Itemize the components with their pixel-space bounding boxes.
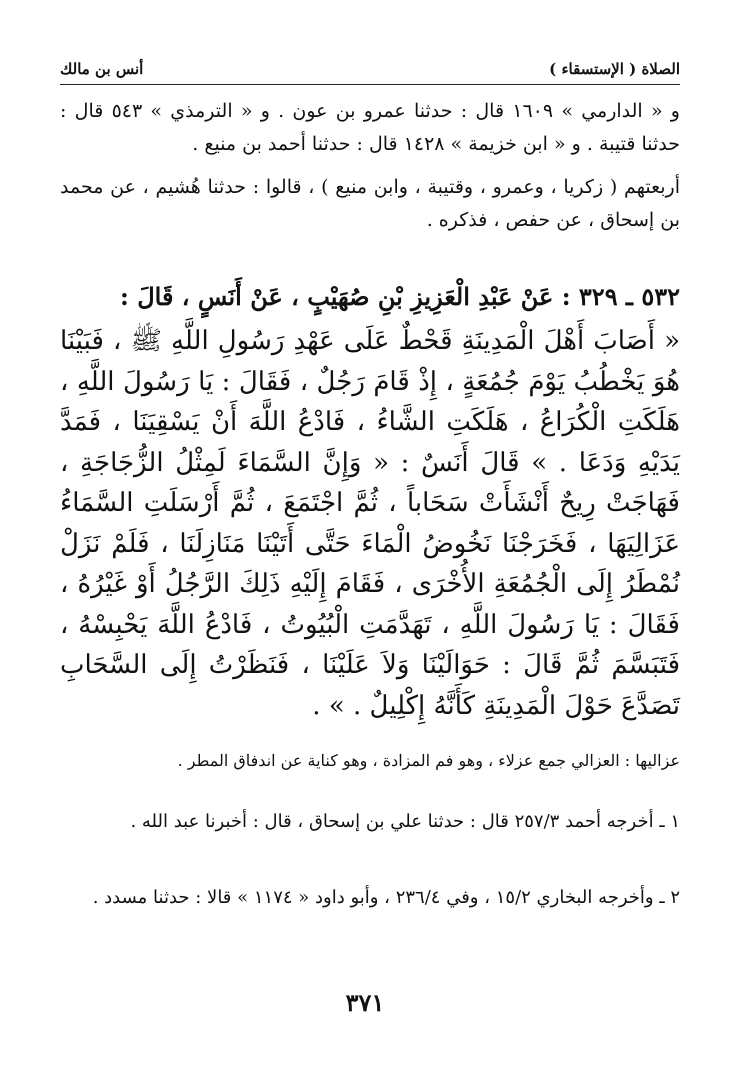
hadith-text: « أَصَابَ أَهْلَ الْمَدِينَةِ قَحْطٌ عَلَى عَهْدِ رَسُولِ اللَّهِ ﷺ ، فَبَيْنَا هُوَ يَخْطُبُ يَوْمَ جُمُعَةٍ ، إِذْ قَامَ رَجُلٌ ، فَقَالَ : يَا رَسُولَ اللَّهِ ، هَلَكَتِ الْكُرَاعُ ، هَلَكَتِ الشَّاءُ ، فَادْعُ اللَّهَ أَنْ يَسْقِيَنَا ، فَمَدَّ يَدَيْهِ وَدَعَا . » قَالَ أَنَسٌ : « وَإِنَّ السَّمَاءَ لَمِثْلُ الزُّجَاجَةِ ، فَهَاجَتْ رِيحٌ أَنْشَأَتْ سَحَاباً ، ثُمَّ اجْتَمَعَ ، ثُمَّ أَرْسَلَتِ السَّمَاءُ عَزَالِيَهَا ، فَخَرَجْنَا نَخُوضُ الْمَاءَ حَتَّى أَتَيْنَا مَنَازِلَنَا ، فَلَمْ نَزَلْ نُمْطَرُ إِلَى الْجُمُعَةِ الأُخْرَى ، فَقَامَ إِلَيْهِ ذَلِكَ الرَّجُلُ أَوْ غَيْرُهُ ، فَقَالَ : يَا رَسُولَ اللَّهِ ، تَهَدَّمَتِ الْبُيُوتُ ، فَادْعُ اللَّهَ يَحْبِسْهُ ، فَتَبَسَّمَ ثُمَّ قَالَ : حَوَالَيْنَا وَلاَ عَلَيْنَا ، فَنَظَرْتُ إِلَى السَّحَابِ تَصَدَّعَ حَوْلَ الْمَدِينَةِ كَأَنَّهُ إِكْلِيلٌ . » . [60, 326, 680, 721]
book-page [60, 58, 680, 916]
word-gloss: عزاليها : العزالي جمع عزلاء ، وهو فم المزادة ، وهو كناية عن اندفاق المطر . [177, 751, 680, 770]
footnote-2: ٢ ـ وأخرجه البخاري ١٥/٢ ، وفي ٢٣٦/٤ ، وأبو داود « ١١٧٤ » قالا : حدثنا مسدد . [92, 887, 680, 908]
sources-paragraph: و « الدارمي » ١٦٠٩ قال : حدثنا عمرو بن عون . و « الترمذي » ٥٤٣ قال : حدثنا قتيبة . و « ابن خزيمة » ١٤٢٨ قال : حدثنا أحمد بن منيع . [60, 100, 680, 155]
running-header [60, 58, 680, 85]
hadith-heading: ٥٣٢ ـ ٣٢٩ : عَنْ عَبْدِ الْعَزِيزِ بْنِ صُهَيْبٍ ، عَنْ أَنَسٍ ، قَالَ : [120, 282, 680, 311]
page-number: ٣٧١ [345, 988, 385, 1017]
header-narrator-name: أنس بن مالك [60, 60, 149, 78]
footnote-1: ١ ـ أخرجه أحمد ٢٥٧/٣ قال : حدثنا علي بن إسحاق ، قال : أخبرنا عبد الله . [130, 811, 680, 832]
narrators-paragraph: أربعتهم ( زكريا ، وعمرو ، وقتيبة ، وابن منيع ) ، قالوا : حدثنا هُشيم ، عن محمد بن إسحاق ، عن حفص ، فذكره . [60, 176, 680, 231]
header-section-title: الصلاة ( الإستسقاء ) [543, 60, 680, 78]
